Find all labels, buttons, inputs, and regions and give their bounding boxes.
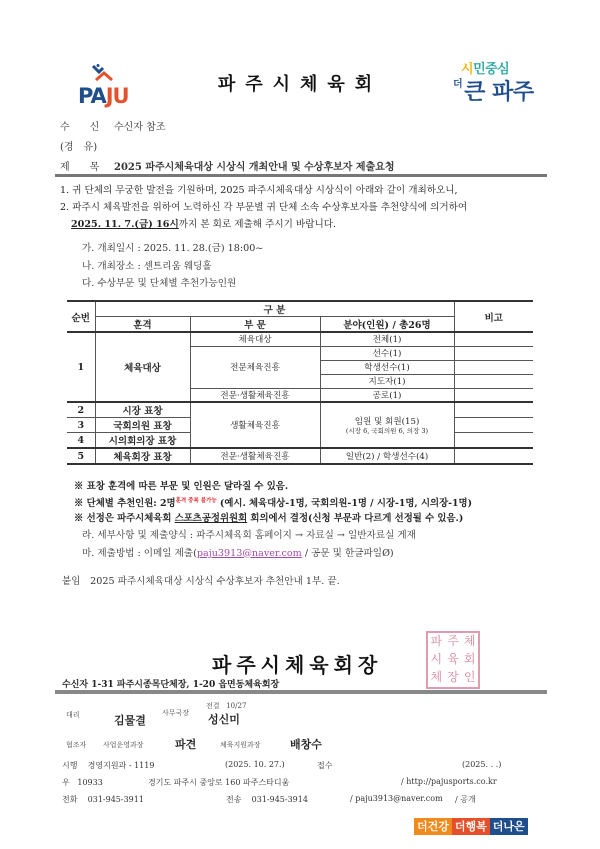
recipients-list: 수신자 1-31 파주시종목단체장, 1-20 읍면동체육회장 <box>62 680 280 690</box>
subject-label: 제 목 <box>60 162 100 173</box>
via-label: (경 유) <box>60 142 98 153</box>
footer-phone-line: 전화 031-945-3911 <box>62 795 144 804</box>
more-sub-items <box>82 527 416 562</box>
table-row: 1 체육대상 체육대상 전체(1) <box>67 332 533 346</box>
header-no: 순번 <box>67 301 95 332</box>
coop2-title: 체육지원과장 <box>220 741 261 749</box>
note-1: ※ 표창 훈격에 따른 부문 및 인원은 달라질 수 있음. <box>74 481 289 492</box>
subject-value: 2025 파주시체육대상 시상식 개최안내 및 수상후보자 제출요청 <box>114 162 395 173</box>
slogan-banner <box>414 818 528 835</box>
slogan-happiness: 더행복 <box>452 818 490 835</box>
subject-line <box>60 158 395 173</box>
footer-exec-line: 시행 경영지원과 - 1119 <box>62 761 155 770</box>
paragraph-2: 2. 파주시 체육발전을 위하여 노력하신 각 부문별 귀 단체 소속 수상후보자를 추천양식에 의거하여 <box>60 202 468 213</box>
recipient-label: 수 신 <box>60 122 100 133</box>
slogan-health: 더건강 <box>414 818 452 835</box>
sub-item-details: 라. 세부사항 및 제출양식 : 파주시체육회 홈페이지 → 자료실 → 일반자료실 게재 <box>82 530 416 541</box>
coop-label: 협조자 <box>66 741 87 749</box>
table-row: 3 국회의원 표창 <box>67 418 533 433</box>
header-field: 분야(인원) / 총26명 <box>320 317 454 333</box>
table-row: 지도자(1) <box>67 374 533 388</box>
drafter-label: 대리 <box>66 711 80 719</box>
coop1-title: 사업운영과장 <box>103 741 144 749</box>
notes <box>74 479 472 526</box>
table-row: 전문체육진흥 선수(1) <box>67 346 533 360</box>
submission-email-link[interactable]: paju3913@naver.com <box>196 547 302 559</box>
footer-email[interactable]: / paju3913@naver.com <box>350 794 443 803</box>
recipient-line <box>60 118 165 133</box>
receipt-date: (2025. . .) <box>462 760 502 769</box>
paragraph-1: 1. 귀 단체의 무궁한 발전을 기원하며, 2025 파주시체육대상 시상식이 아래와 같이 개최하오니, <box>60 185 458 196</box>
paragraph-2-deadline: 2025. 11. 7.(금) 16시까지 본 회로 제출해 주시기 바랍니다. <box>71 219 337 230</box>
org-title: 파주시체육회 <box>217 74 383 95</box>
paju-logo <box>78 64 140 109</box>
table-header-row <box>67 301 533 317</box>
receipt-label: 접수 <box>317 761 333 770</box>
header-division: 부 문 <box>190 317 320 333</box>
website-link[interactable]: / http://pajusports.co.kr <box>401 777 497 786</box>
footer-address-line: 우 10933 <box>62 778 103 787</box>
slogan-better: 더나은 <box>490 818 528 835</box>
coop1-name: 파견 <box>175 738 197 751</box>
sub-item-list <box>82 240 263 293</box>
table-row: 4 시의회의장 표창 <box>67 433 533 449</box>
table-row: 전문·생활체육진흥 공로(1) <box>67 388 533 402</box>
disclosure-status: / 공개 <box>455 795 476 804</box>
coop2-name: 배창수 <box>290 738 322 751</box>
address: 경기도 파주시 중앙로 160 파주스타디움 <box>148 778 290 787</box>
official-seal-icon: 파 주 체 시 육 회 체 장 인 <box>426 631 480 689</box>
final-approval: 전결 10/27 <box>206 702 247 710</box>
award-table <box>67 300 533 465</box>
recipient-value: 수신자 참조 <box>114 122 166 133</box>
director-name: 성신미 <box>208 713 240 726</box>
note-2-red-remark: 훈격 중복 불가능 <box>175 498 217 504</box>
drafter-name: 김물결 <box>114 714 146 727</box>
signature-title: 파주시체육회장 <box>212 653 383 677</box>
sub-item-venue: 나. 개최장소 : 센트리움 웨딩홀 <box>82 260 212 272</box>
signature-divider <box>55 690 547 694</box>
exec-date: (2025. 10. 27.) <box>225 760 285 769</box>
enclosure: 붙임 2025 파주시체육대상 시상식 수상후보자 추천안내 1부. 끝. <box>62 576 340 587</box>
sub-item-categories: 다. 수상부문 및 단체별 추천가능인원 <box>82 278 237 289</box>
table-row: 2 시장 표창 생활체육진흥 임원 및 회원(15) (시장 6, 국회의원 6, 의장 3) <box>67 402 533 418</box>
subject-divider <box>55 174 547 177</box>
director-label: 사무국장 <box>162 709 190 717</box>
paju-jump-logo-icon <box>90 64 120 84</box>
sub-item-submission: 마. 제출방법 : 이메일 제출(paju3913@naver.com / 공문 및 한글파일Ø) <box>82 547 394 559</box>
deadline: 2025. 11. 7.(금) 16시 <box>71 219 179 230</box>
note-2: ※ 단체별 추천인원: 2명$^{훈격 중복 불가능}$ (예시. 체육대상-1명, 국회의원-1명 / 시장-1명, 시의장-1명) <box>74 498 473 510</box>
header-remarks: 비고 <box>454 301 533 332</box>
fax: 전송 031-945-3914 <box>226 795 308 804</box>
sub-item-date: 가. 개최일시 : 2025. 11. 28.(금) 18:00~ <box>82 243 264 254</box>
via-line <box>60 138 114 153</box>
city-slogan-logo: 시민중심 $^더$큰 파주 <box>453 62 534 105</box>
table-row: 5 체육회장 표창 전문·생활체육진흥 일반(2) / 학생선수(4) <box>67 448 533 464</box>
table-row: 학생선수(1) <box>67 360 533 374</box>
doc-number: 경영지원과 - 1119 <box>87 761 155 770</box>
header-group: 구 분 <box>95 301 454 317</box>
paju-logo-text: PAJU <box>78 84 129 108</box>
header-award: 훈격 <box>95 317 190 333</box>
note-3: ※ 선정은 파주시체육회 스포츠공정위원회 회의에서 결정(신청 부문과 다르게 선정될 수 있음.) <box>74 513 464 525</box>
